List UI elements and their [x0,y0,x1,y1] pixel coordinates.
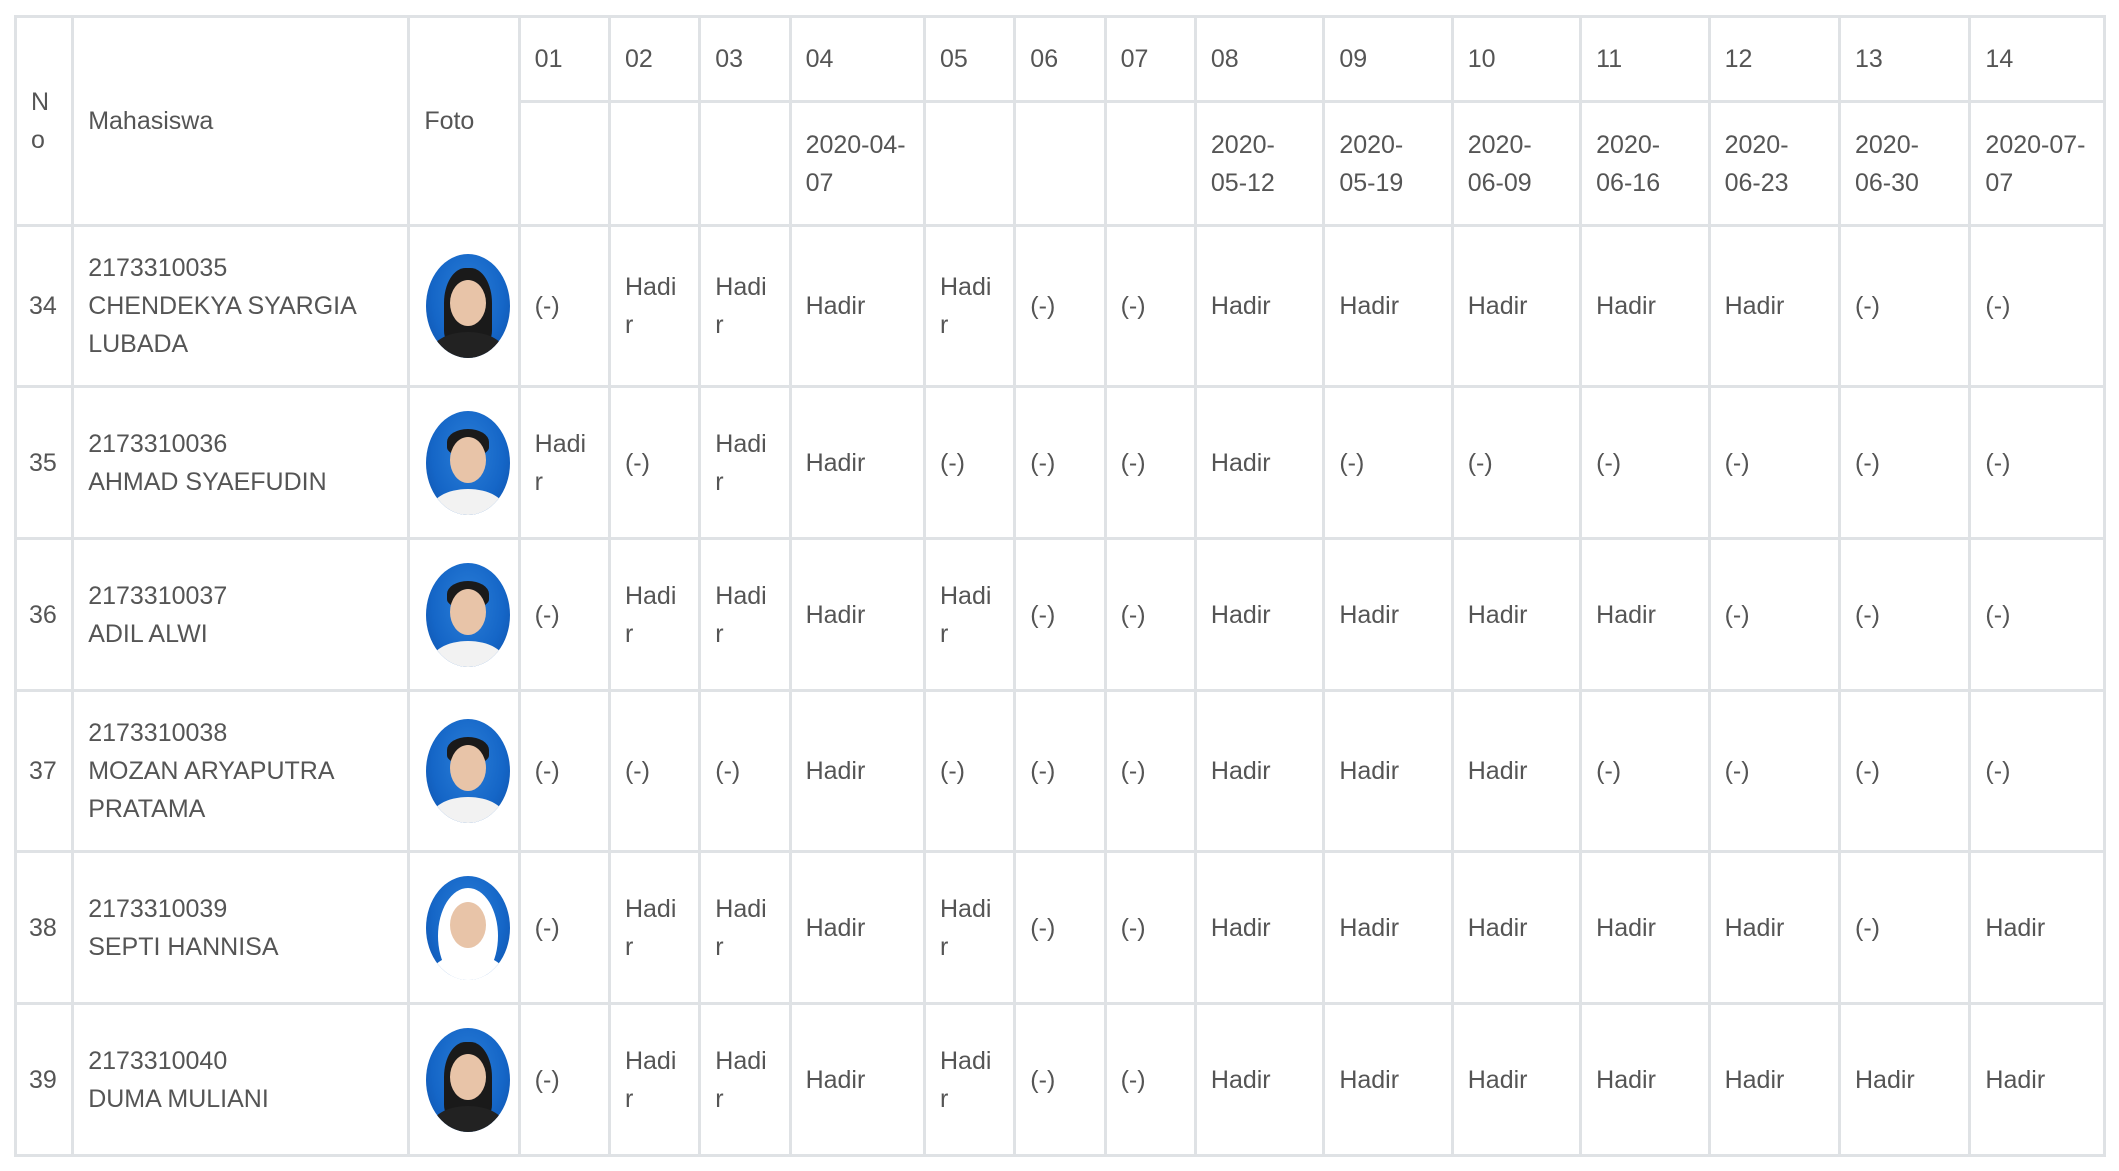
row-number: 38 [16,852,73,1004]
attendance-status: Hadir [700,1004,790,1156]
attendance-status: Hadir [700,226,790,387]
student-id: 2173310039 [88,894,228,923]
attendance-status: Hadir [790,852,924,1004]
attendance-status: (-) [1970,691,2105,852]
header-mahasiswa: Mahasiswa [73,17,409,226]
attendance-status: (-) [1840,691,1970,852]
attendance-status: (-) [700,691,790,852]
header-date: 2020-06-30 [1840,102,1970,226]
header-date: 2020-07-07 [1970,102,2105,226]
photo-cell [409,387,519,539]
table-row [16,852,2105,1004]
attendance-status: Hadir [1195,387,1323,539]
header-date [1015,102,1105,226]
attendance-status: (-) [1015,691,1105,852]
attendance-status: Hadir [1970,852,2105,1004]
attendance-status: Hadir [1581,1004,1709,1156]
attendance-status: Hadir [609,226,699,387]
header-no: No [16,17,73,226]
header-meeting: 03 [700,17,790,102]
attendance-status: Hadir [1970,1004,2105,1156]
row-number: 39 [16,1004,73,1156]
attendance-status: (-) [1581,691,1709,852]
attendance-status: (-) [1709,387,1839,539]
attendance-status: Hadir [1709,1004,1839,1156]
attendance-status: Hadir [790,539,924,691]
attendance-status: (-) [1840,852,1970,1004]
student-id: 2173310038 [88,719,228,747]
student-name: MOZAN ARYAPUTRA PRATAMA [88,757,334,823]
header-meeting: 10 [1452,17,1580,102]
student-name: CHENDEKYA SYARGIA LUBADA [88,292,356,358]
attendance-status: Hadir [609,852,699,1004]
header-date: 2020-05-12 [1195,102,1323,226]
photo-cell [409,1004,519,1156]
table-row [16,691,2105,852]
student-id: 2173310037 [88,581,228,610]
header-date [1105,102,1195,226]
female-student-photo [426,1028,510,1132]
header-date [609,102,699,226]
attendance-status: Hadir [609,539,699,691]
attendance-status: Hadir [1195,226,1323,387]
header-meeting: 14 [1970,17,2105,102]
student-cell [73,387,409,539]
attendance-status: (-) [519,691,609,852]
attendance-status: Hadir [1581,852,1709,1004]
attendance-status: Hadir [1195,539,1323,691]
header-date [519,102,609,226]
header-meeting: 11 [1581,17,1709,102]
attendance-status: (-) [1105,387,1195,539]
attendance-status: (-) [1105,1004,1195,1156]
attendance-status: (-) [519,226,609,387]
header-meeting: 04 [790,17,924,102]
header-date [700,102,790,226]
attendance-status: Hadir [1452,691,1580,852]
attendance-status: Hadir [700,852,790,1004]
attendance-status: (-) [1105,539,1195,691]
header-meeting: 12 [1709,17,1839,102]
attendance-status: Hadir [1195,691,1323,852]
student-cell [73,852,409,1004]
attendance-status: Hadir [1324,539,1452,691]
student-id: 2173310035 [88,254,228,282]
header-meeting: 07 [1105,17,1195,102]
attendance-status: (-) [519,852,609,1004]
header-meeting: 09 [1324,17,1452,102]
student-cell [73,539,409,691]
attendance-status: Hadir [1840,1004,1970,1156]
header-meeting: 13 [1840,17,1970,102]
attendance-status: (-) [1105,691,1195,852]
student-name: DUMA MULIANI [88,1084,269,1113]
header-meeting: 01 [519,17,609,102]
row-number: 36 [16,539,73,691]
attendance-status: Hadir [790,387,924,539]
student-id: 2173310036 [88,429,228,458]
attendance-status: Hadir [925,539,1015,691]
attendance-status: (-) [1970,387,2105,539]
attendance-status: (-) [1581,387,1709,539]
attendance-status: Hadir [925,226,1015,387]
row-number: 35 [16,387,73,539]
photo-cell [409,539,519,691]
attendance-status: (-) [519,1004,609,1156]
attendance-table [14,15,2106,1157]
row-number: 34 [16,226,73,387]
male-student-photo [426,411,510,515]
attendance-status: Hadir [1452,1004,1580,1156]
attendance-status: (-) [1840,539,1970,691]
attendance-table-container [14,15,2106,1157]
student-cell [73,226,409,387]
student-id: 2173310040 [88,1046,228,1075]
table-row [16,1004,2105,1156]
header-date: 2020-06-16 [1581,102,1709,226]
attendance-status: (-) [925,691,1015,852]
header-meeting: 08 [1195,17,1323,102]
student-name: ADIL ALWI [88,619,208,648]
header-date [925,102,1015,226]
header-meeting: 06 [1015,17,1105,102]
attendance-status: (-) [1970,226,2105,387]
attendance-status: (-) [609,387,699,539]
attendance-status: Hadir [790,691,924,852]
attendance-status: (-) [519,539,609,691]
attendance-status: Hadir [1452,852,1580,1004]
header-date: 2020-06-09 [1452,102,1580,226]
female-student-photo [426,254,510,358]
header-meeting: 02 [609,17,699,102]
table-row [16,387,2105,539]
attendance-status: (-) [1452,387,1580,539]
attendance-status: (-) [1840,226,1970,387]
attendance-status: Hadir [1324,691,1452,852]
attendance-status: Hadir [1324,852,1452,1004]
attendance-status: Hadir [700,539,790,691]
attendance-status: (-) [1015,852,1105,1004]
attendance-status: (-) [1970,539,2105,691]
attendance-status: (-) [1015,226,1105,387]
attendance-status: (-) [925,387,1015,539]
attendance-status: Hadir [1452,539,1580,691]
photo-cell [409,226,519,387]
table-row [16,226,2105,387]
hijab-student-photo [426,876,510,980]
header-date: 2020-04-07 [790,102,924,226]
header-date: 2020-05-19 [1324,102,1452,226]
row-number: 37 [16,691,73,852]
photo-cell [409,691,519,852]
attendance-status: Hadir [700,387,790,539]
attendance-status: Hadir [1324,1004,1452,1156]
attendance-status: Hadir [1709,852,1839,1004]
male-student-photo [426,719,510,823]
attendance-status: (-) [1709,539,1839,691]
header-date: 2020-06-23 [1709,102,1839,226]
student-name: SEPTI HANNISA [88,932,279,961]
attendance-status: (-) [1709,691,1839,852]
attendance-status: Hadir [925,852,1015,1004]
attendance-status: (-) [1015,1004,1105,1156]
attendance-status: (-) [1105,852,1195,1004]
attendance-status: Hadir [519,387,609,539]
attendance-status: (-) [1324,387,1452,539]
attendance-status: Hadir [925,1004,1015,1156]
photo-cell [409,852,519,1004]
attendance-status: Hadir [1195,1004,1323,1156]
attendance-status: (-) [1015,387,1105,539]
attendance-status: (-) [609,691,699,852]
attendance-status: Hadir [609,1004,699,1156]
male-student-photo [426,563,510,667]
attendance-status: (-) [1015,539,1105,691]
attendance-status: Hadir [1581,226,1709,387]
attendance-status: Hadir [790,226,924,387]
student-cell [73,691,409,852]
header-foto: Foto [409,17,519,226]
attendance-status: Hadir [790,1004,924,1156]
attendance-status: (-) [1105,226,1195,387]
attendance-status: Hadir [1324,226,1452,387]
header-meeting: 05 [925,17,1015,102]
table-row [16,539,2105,691]
attendance-status: Hadir [1709,226,1839,387]
student-name: AHMAD SYAEFUDIN [88,467,327,496]
attendance-status: Hadir [1452,226,1580,387]
attendance-status: Hadir [1195,852,1323,1004]
student-cell [73,1004,409,1156]
attendance-status: (-) [1840,387,1970,539]
attendance-status: Hadir [1581,539,1709,691]
